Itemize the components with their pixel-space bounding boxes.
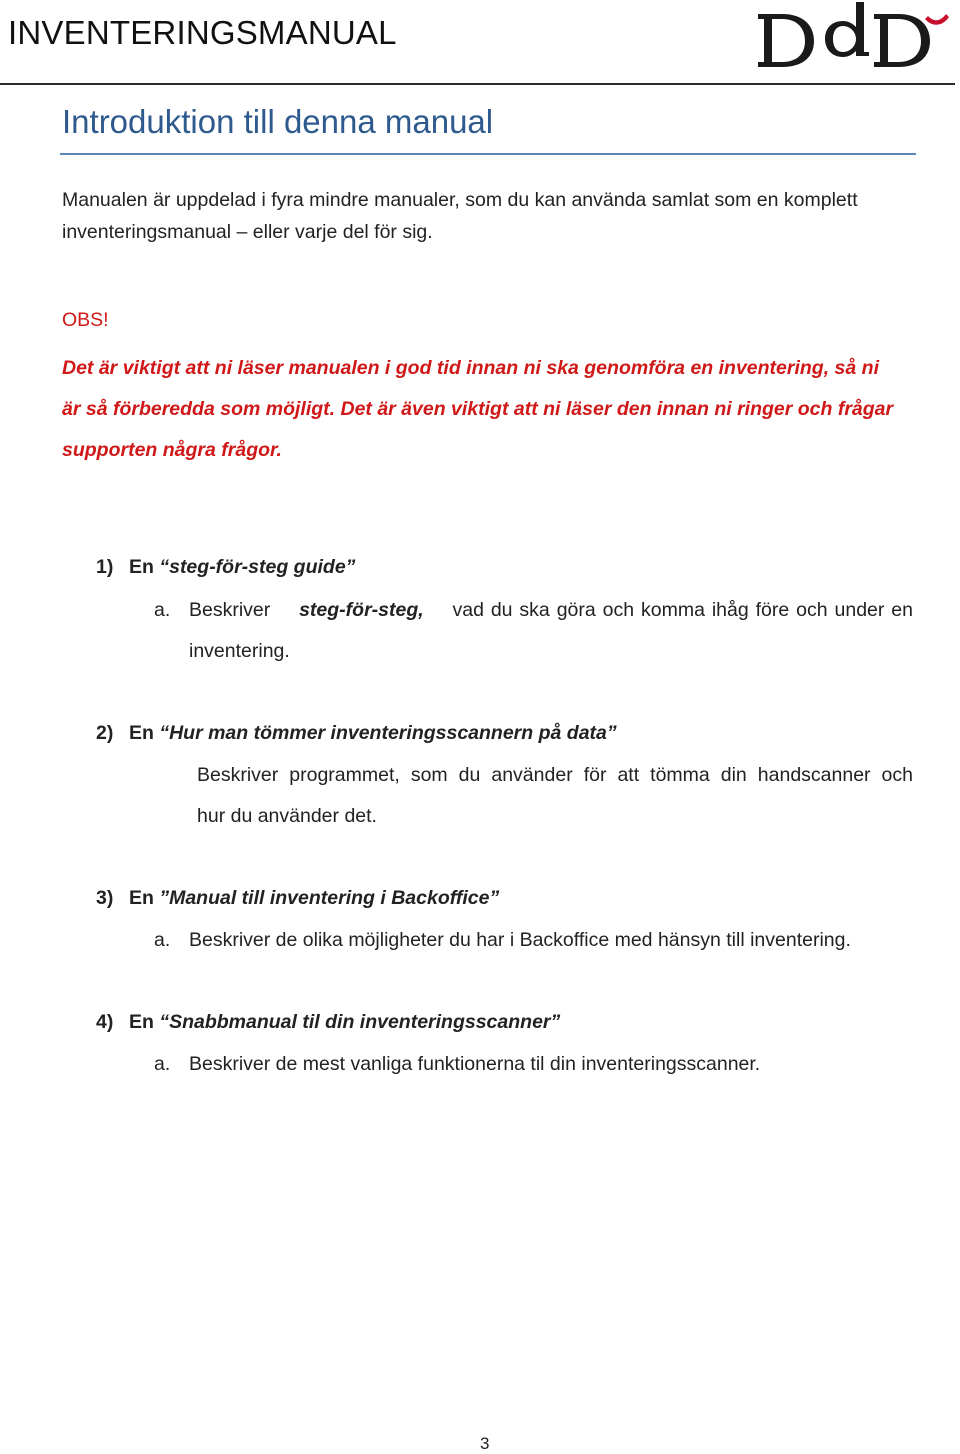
page-number: 3 <box>480 1434 490 1453</box>
list-item-letter: a. <box>154 599 171 621</box>
list-item-name: “steg-för-steg guide” <box>159 556 356 578</box>
description-line: Beskriver de mest vanliga funktionerna til din inventeringsscanner. <box>189 1053 761 1075</box>
description-text: Beskriver <box>189 599 271 621</box>
warning-line: är så förberedda som möjligt. Det är även viktigt att ni läser den innan ni ringer och frågar <box>62 398 894 420</box>
description-line: hur du använder det. <box>197 805 377 827</box>
section-heading-underline <box>60 153 916 155</box>
list-item-title <box>96 722 617 745</box>
list-item-title <box>96 887 499 910</box>
list-item-number: 4) <box>96 1011 114 1033</box>
description-line: Beskriver de olika möjligheter du har i Backoffice med hänsyn till inventering. <box>189 929 851 951</box>
list-item-prefix: En <box>129 1011 154 1033</box>
section-heading: Introduktion till denna manual <box>62 103 494 140</box>
list-item-letter: a. <box>154 929 171 951</box>
list-item-prefix: En <box>129 556 154 578</box>
header-divider <box>0 83 955 85</box>
list-item-number: 1) <box>96 556 114 578</box>
list-item-letter: a. <box>154 1053 171 1075</box>
list-item-title <box>96 1011 560 1034</box>
list-item-number: 3) <box>96 887 114 909</box>
list-item-name: “Snabbmanual til din inventeringsscanner” <box>159 1011 561 1033</box>
description-line: Beskriver programmet, som du använder för att tömma din handscanner och <box>197 764 913 786</box>
ddd-logo-icon <box>752 0 952 72</box>
list-item-name: “Hur man tömmer inventeringsscannern på data” <box>159 722 617 744</box>
description-line <box>189 590 913 631</box>
intro-line: inventeringsmanual – eller varje del för sig. <box>62 221 433 243</box>
warning-line: Det är viktigt att ni läser manualen i god tid innan ni ska genomföra en inventering, så ni <box>62 357 879 379</box>
list-item-prefix: En <box>129 887 154 909</box>
list-item-title <box>96 556 355 579</box>
ddd-logo <box>752 0 952 72</box>
description-text: vad du ska göra och komma ihåg före och under en <box>452 599 913 621</box>
description-line: inventering. <box>189 640 290 662</box>
list-item-name: ”Manual till inventering i Backoffice” <box>159 887 500 909</box>
warning-paragraph <box>62 348 922 471</box>
list-item-prefix: En <box>129 722 154 744</box>
list-item-description <box>197 755 913 837</box>
list-item-number: 2) <box>96 722 114 744</box>
document-title: INVENTERINGSMANUAL <box>8 14 397 51</box>
description-emphasis: steg-för-steg, <box>299 599 424 621</box>
warning-line: supporten några frågor. <box>62 439 282 461</box>
obs-label: OBS! <box>62 309 109 331</box>
intro-line: Manualen är uppdelad i fyra mindre manualer, som du kan använda samlat som en komplett <box>62 189 858 211</box>
intro-paragraph <box>62 184 922 248</box>
